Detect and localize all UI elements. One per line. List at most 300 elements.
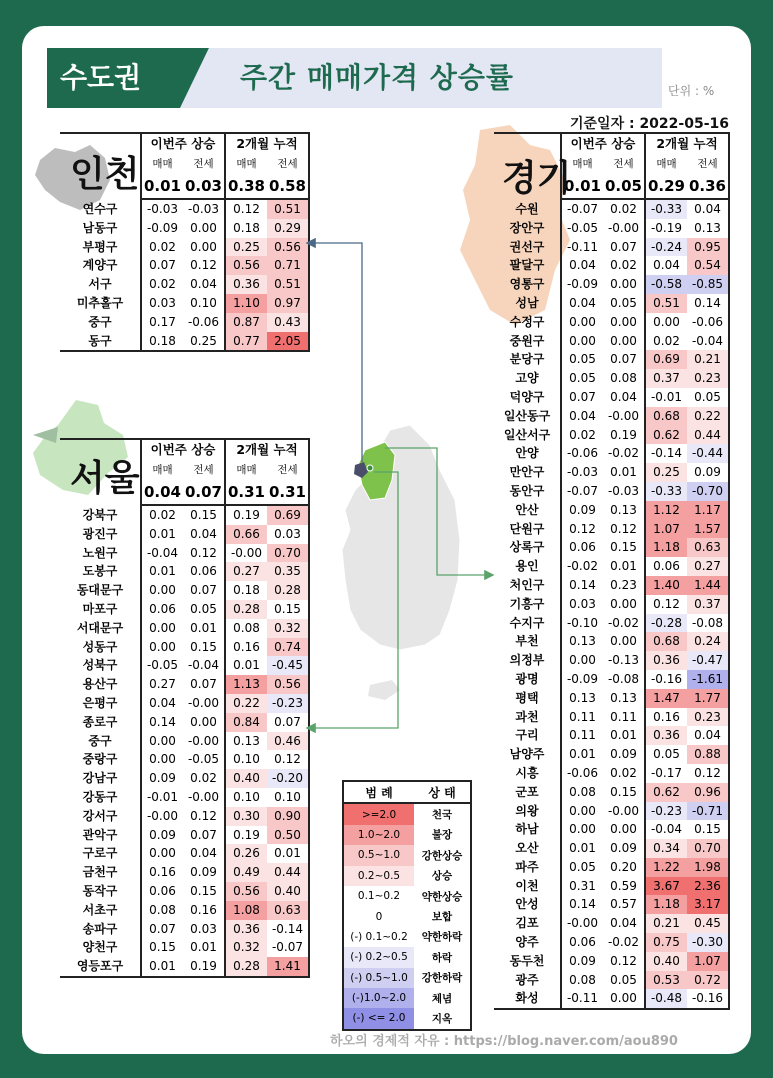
district-name: 용산구 (82, 677, 118, 692)
district-name: 남양주 (509, 747, 545, 762)
base-date: 기준일자 : 2022-05-16 (570, 116, 729, 132)
value-cell: 0.23 (687, 708, 729, 727)
legend-state: 상승 (431, 870, 453, 883)
district-name: 김포 (515, 916, 539, 931)
table-row (494, 745, 729, 764)
gyeonggi-table (494, 132, 730, 1010)
district-name: 팔달구 (509, 258, 545, 273)
value-cell: 0.07 (190, 677, 217, 692)
district-name: 평택 (515, 690, 539, 705)
value-cell: 0.51 (267, 275, 309, 294)
legend-range: (-)1.0~2.0 (343, 988, 414, 1008)
value-cell: -0.00 (187, 789, 220, 804)
district-name: 관악구 (82, 827, 118, 842)
value-cell: 0.06 (561, 933, 603, 952)
value-cell: 0.07 (190, 583, 217, 598)
value-cell: 0.00 (190, 239, 217, 254)
table-row (494, 726, 729, 745)
value-cell: 0.70 (687, 839, 729, 858)
value-cell: 0.15 (610, 540, 637, 555)
value-cell: -0.13 (607, 653, 640, 668)
value-cell: 0.00 (561, 332, 603, 351)
district-name: 계양구 (82, 258, 118, 273)
district-name: 시흥 (515, 765, 539, 780)
table-row (494, 444, 729, 463)
value-cell: 0.75 (645, 933, 687, 952)
value-cell: 0.05 (190, 601, 217, 616)
district-name: 서구 (88, 277, 112, 292)
value-cell: 0.28 (267, 581, 309, 600)
table-row (494, 238, 729, 257)
value-cell: 0.12 (190, 545, 217, 560)
table-row (494, 388, 729, 407)
value-cell: 0.21 (687, 350, 729, 369)
table-row (60, 863, 309, 882)
value-cell: 0.27 (141, 675, 183, 694)
value-cell: 0.07 (141, 256, 183, 275)
jeonse-subheader: 전세 (267, 154, 309, 174)
table-row (494, 895, 729, 914)
district-name: 안성 (515, 897, 539, 912)
table-row (60, 219, 309, 238)
district-name: 군포 (515, 784, 539, 799)
value-cell: 0.00 (603, 989, 645, 1009)
district-name: 수정구 (509, 314, 545, 329)
value-cell: 0.01 (141, 525, 183, 544)
value-cell: 0.00 (610, 596, 637, 611)
value-cell: -0.23 (267, 694, 309, 713)
district-name: 처인구 (509, 577, 545, 592)
value-cell: 0.25 (225, 238, 267, 257)
value-cell: -0.47 (687, 651, 729, 670)
district-name: 송파구 (82, 921, 118, 936)
value-cell: 0.00 (141, 638, 183, 657)
value-cell: 0.13 (610, 502, 637, 517)
total-value: 0.04 (141, 480, 183, 505)
legend-range-header: 범 례 (343, 781, 414, 803)
value-cell: 0.13 (610, 690, 637, 705)
value-cell: 0.49 (225, 863, 267, 882)
value-cell: 0.08 (561, 971, 603, 990)
value-cell: -0.02 (607, 615, 640, 630)
value-cell: 0.95 (687, 238, 729, 257)
district-name: 권선구 (509, 239, 545, 254)
legend-state: 약한하락 (421, 931, 463, 944)
value-cell: -0.23 (645, 802, 687, 821)
table-row (60, 238, 309, 257)
value-cell: 0.02 (610, 765, 637, 780)
value-cell: 0.44 (687, 426, 729, 445)
table-row (60, 294, 309, 313)
value-cell: 0.01 (190, 620, 217, 635)
value-cell: -0.28 (645, 614, 687, 633)
value-cell: 0.01 (141, 562, 183, 581)
district-name: 중원구 (509, 333, 545, 348)
value-cell: 0.09 (141, 826, 183, 845)
value-cell: -0.48 (645, 989, 687, 1009)
value-cell: 0.02 (190, 771, 217, 786)
value-cell: 0.07 (561, 388, 603, 407)
value-cell: 1.44 (687, 576, 729, 595)
district-name: 용인 (515, 559, 539, 574)
value-cell: 0.13 (561, 689, 603, 708)
value-cell: 0.04 (190, 846, 217, 861)
district-name: 영통구 (509, 277, 545, 292)
value-cell: -0.11 (561, 238, 603, 257)
table-row (60, 844, 309, 863)
value-cell: 0.13 (687, 219, 729, 238)
value-cell: 0.01 (225, 656, 267, 675)
value-cell: -0.16 (687, 989, 729, 1009)
value-cell: 0.05 (610, 295, 637, 310)
two-month-header: 2개월 누적 (225, 133, 309, 154)
two-month-header: 2개월 누적 (225, 439, 309, 460)
value-cell: 0.29 (267, 219, 309, 238)
table-row (60, 938, 309, 957)
value-cell: 0.02 (141, 238, 183, 257)
district-name: 서대문구 (76, 620, 124, 635)
value-cell: 0.01 (141, 957, 183, 977)
value-cell: 0.18 (225, 219, 267, 238)
table-row (494, 256, 729, 275)
table-row (494, 933, 729, 952)
value-cell: 0.69 (267, 505, 309, 525)
table-row (494, 877, 729, 896)
legend-row (343, 866, 471, 886)
table-row (494, 219, 729, 238)
district-name: 성북구 (82, 658, 118, 673)
value-cell: -0.03 (141, 199, 183, 219)
district-name: 광주 (515, 972, 539, 987)
value-cell: 0.00 (561, 651, 603, 670)
value-cell: 0.96 (687, 783, 729, 802)
legend-row (343, 968, 471, 988)
table-row (494, 294, 729, 313)
value-cell: 0.00 (610, 634, 637, 649)
value-cell: 0.04 (190, 277, 217, 292)
table-row (494, 802, 729, 821)
value-cell: -0.09 (141, 219, 183, 238)
value-cell: -0.07 (561, 199, 603, 219)
value-cell: -0.06 (561, 444, 603, 463)
legend-range: 0.5~1.0 (343, 845, 414, 865)
value-cell: 0.18 (225, 581, 267, 600)
value-cell: 0.06 (141, 882, 183, 901)
district-name: 이천 (515, 878, 539, 893)
seoul-name: 서울 (70, 458, 140, 499)
value-cell: -0.14 (645, 444, 687, 463)
table-row (494, 557, 729, 576)
value-cell: -0.70 (687, 482, 729, 501)
value-cell: 0.20 (610, 859, 637, 874)
table-row (60, 694, 309, 713)
value-cell: 0.59 (610, 878, 637, 893)
district-name: 의정부 (509, 653, 545, 668)
gyeonggi-name: 경기 (502, 158, 572, 199)
table-row (494, 914, 729, 933)
table-row (494, 632, 729, 651)
value-cell: 0.00 (610, 333, 637, 348)
value-cell: 0.37 (645, 369, 687, 388)
value-cell: 0.37 (687, 595, 729, 614)
value-cell: 0.74 (267, 638, 309, 657)
value-cell: -0.58 (645, 275, 687, 294)
value-cell: 2.05 (267, 332, 309, 352)
table-row (60, 957, 309, 977)
value-cell: 0.62 (645, 783, 687, 802)
legend-state: 강한상승 (421, 849, 463, 862)
district-name: 기흥구 (509, 596, 545, 611)
value-cell: 0.25 (183, 332, 225, 352)
value-cell: 0.04 (687, 726, 729, 745)
total-value: 0.03 (183, 174, 225, 199)
value-cell: 1.17 (687, 501, 729, 520)
value-cell: -0.05 (187, 752, 220, 767)
district-name: 강서구 (82, 808, 118, 823)
district-name: 구리 (515, 728, 539, 743)
value-cell: 0.07 (141, 920, 183, 939)
value-cell: 0.40 (225, 769, 267, 788)
legend-table (342, 780, 472, 1031)
value-cell: 0.12 (190, 258, 217, 273)
district-name: 성동구 (82, 639, 118, 654)
value-cell: 0.00 (141, 844, 183, 863)
value-cell: 0.62 (645, 426, 687, 445)
total-value: 0.01 (141, 174, 183, 199)
legend-state-header: 상 태 (414, 781, 471, 803)
value-cell: 0.07 (610, 239, 637, 254)
district-name: 수원 (515, 201, 539, 216)
value-cell: 3.67 (645, 877, 687, 896)
value-cell: -0.19 (645, 219, 687, 238)
total-value: 0.58 (267, 174, 309, 199)
value-cell: 0.36 (645, 651, 687, 670)
district-name: 동두천 (509, 953, 545, 968)
value-cell: 1.40 (645, 576, 687, 595)
value-cell: 0.01 (561, 745, 603, 764)
page-title: 주간 매매가격 상승률 (240, 61, 514, 94)
value-cell: -0.44 (687, 444, 729, 463)
value-cell: 0.06 (561, 538, 603, 557)
value-cell: 0.16 (225, 638, 267, 657)
value-cell: 0.51 (267, 199, 309, 219)
total-value: 0.01 (561, 174, 603, 199)
value-cell: -1.61 (687, 670, 729, 689)
value-cell: 0.14 (687, 294, 729, 313)
table-row (60, 332, 309, 352)
sale-subheader: 매매 (645, 154, 687, 174)
table-row (494, 989, 729, 1009)
value-cell: -0.03 (187, 202, 220, 216)
week-header: 이번주 상승 (141, 439, 225, 460)
value-cell: 0.01 (610, 728, 637, 743)
value-cell: 0.12 (225, 199, 267, 219)
value-cell: 0.19 (225, 505, 267, 525)
value-cell: 0.00 (141, 581, 183, 600)
value-cell: -0.02 (607, 446, 640, 461)
value-cell: -0.06 (687, 313, 729, 332)
jeonse-subheader: 전세 (193, 464, 214, 476)
value-cell: 0.56 (225, 256, 267, 275)
value-cell: 0.12 (645, 595, 687, 614)
value-cell: 0.09 (610, 747, 637, 762)
district-name: 강북구 (82, 507, 118, 522)
value-cell: 0.68 (645, 407, 687, 426)
value-cell: 0.31 (561, 877, 603, 896)
legend-state: 체념 (431, 992, 453, 1005)
value-cell: 1.22 (645, 858, 687, 877)
value-cell: 0.10 (190, 295, 217, 310)
week-header: 이번주 상승 (561, 133, 645, 154)
value-cell: 0.05 (687, 388, 729, 407)
value-cell: 0.53 (645, 971, 687, 990)
value-cell: -0.09 (561, 275, 603, 294)
table-row (60, 313, 309, 332)
value-cell: 0.06 (645, 557, 687, 576)
value-cell: 0.54 (687, 256, 729, 275)
table-row (494, 858, 729, 877)
value-cell: 0.90 (267, 807, 309, 826)
legend-header-row (343, 781, 471, 803)
value-cell: 0.36 (645, 726, 687, 745)
value-cell: 0.40 (267, 882, 309, 901)
value-cell: 0.00 (561, 802, 603, 821)
value-cell: 0.71 (267, 256, 309, 275)
table-row (60, 807, 309, 826)
value-cell: 0.09 (141, 769, 183, 788)
district-name: 만안구 (509, 465, 545, 480)
value-cell: 0.11 (561, 726, 603, 745)
value-cell: 0.00 (610, 277, 637, 292)
week-header: 이번주 상승 (141, 133, 225, 154)
value-cell: -0.06 (187, 314, 220, 329)
district-name: 은평구 (82, 695, 118, 710)
value-cell: 0.35 (267, 562, 309, 581)
value-cell: 0.03 (190, 921, 217, 936)
value-cell: 0.22 (225, 694, 267, 713)
value-cell: 0.63 (687, 538, 729, 557)
district-name: 중랑구 (82, 752, 118, 767)
table-row (60, 619, 309, 638)
value-cell: 0.57 (610, 897, 637, 912)
district-name: 연수구 (82, 201, 118, 216)
value-cell: 0.04 (687, 199, 729, 219)
table-row (60, 920, 309, 939)
value-cell: 0.07 (190, 827, 217, 842)
value-cell: 0.19 (610, 427, 637, 442)
value-cell: 0.15 (190, 639, 217, 654)
table-row (494, 952, 729, 971)
table-row (494, 689, 729, 708)
value-cell: -0.33 (645, 482, 687, 501)
value-cell: 0.04 (141, 694, 183, 713)
district-name: 하남 (515, 822, 539, 837)
legend-row (343, 988, 471, 1008)
jeonse-subheader: 전세 (267, 460, 309, 480)
value-cell: 1.12 (645, 501, 687, 520)
value-cell: -0.85 (687, 275, 729, 294)
district-name: 남동구 (82, 220, 118, 235)
value-cell: 0.05 (561, 369, 603, 388)
value-cell: 0.15 (610, 784, 637, 799)
value-cell: 0.26 (225, 844, 267, 863)
value-cell: 0.32 (225, 938, 267, 957)
value-cell: 0.00 (190, 714, 217, 729)
value-cell: -0.00 (607, 803, 640, 818)
value-cell: 0.15 (141, 938, 183, 957)
district-name: 서초구 (82, 902, 118, 917)
unit-label: 단위 : % (668, 84, 715, 98)
value-cell: -0.04 (187, 658, 220, 673)
value-cell: 0.77 (225, 332, 267, 352)
value-cell: 0.01 (190, 940, 217, 955)
value-cell: 0.12 (267, 750, 309, 769)
table-row (60, 600, 309, 619)
legend-state: 천국 (431, 809, 453, 822)
legend-range: (-) 0.2~0.5 (343, 947, 414, 967)
table-row (60, 638, 309, 657)
value-cell: 1.98 (687, 858, 729, 877)
value-cell: 0.36 (225, 275, 267, 294)
value-cell: 0.43 (267, 313, 309, 332)
value-cell: 0.09 (561, 501, 603, 520)
district-name: 안산 (515, 502, 539, 517)
table-row (60, 769, 309, 788)
value-cell: -0.11 (561, 989, 603, 1009)
legend-range: >=2.0 (343, 803, 414, 824)
district-name: 수지구 (509, 615, 545, 630)
value-cell: 0.19 (225, 826, 267, 845)
value-cell: 0.01 (561, 839, 603, 858)
value-cell: 0.34 (645, 839, 687, 858)
table-row (60, 750, 309, 769)
value-cell: 0.04 (561, 256, 603, 275)
district-name: 일산동구 (503, 408, 551, 423)
value-cell: 0.15 (687, 820, 729, 839)
district-name: 마포구 (82, 601, 118, 616)
total-value: 0.07 (183, 480, 225, 505)
legend-row (343, 886, 471, 906)
incheon-name: 인천 (70, 154, 140, 195)
legend-range: 0.2~0.5 (343, 866, 414, 886)
value-cell: -0.08 (687, 614, 729, 633)
region-tag: 수도권 (60, 61, 142, 94)
district-name: 강남구 (82, 771, 118, 786)
value-cell: 0.05 (561, 858, 603, 877)
district-name: 화성 (494, 989, 561, 1009)
district-name: 부평구 (82, 239, 118, 254)
value-cell: 0.13 (225, 732, 267, 751)
district-name: 광명 (515, 671, 539, 686)
value-cell: 1.18 (645, 538, 687, 557)
value-cell: -0.17 (645, 764, 687, 783)
sale-subheader: 매매 (561, 154, 603, 174)
value-cell: 0.69 (645, 350, 687, 369)
district-name: 광진구 (82, 526, 118, 541)
value-cell: -0.30 (687, 933, 729, 952)
table-row (60, 199, 309, 219)
table-row (494, 764, 729, 783)
value-cell: 1.47 (645, 689, 687, 708)
jeonse-subheader: 전세 (687, 154, 729, 174)
value-cell: 0.18 (141, 332, 183, 352)
value-cell: 0.01 (610, 465, 637, 480)
value-cell: 0.06 (141, 600, 183, 619)
legend-range: (-) <= 2.0 (343, 1008, 414, 1029)
value-cell: 0.84 (225, 713, 267, 732)
value-cell: 0.01 (267, 844, 309, 863)
value-cell: 0.13 (561, 632, 603, 651)
